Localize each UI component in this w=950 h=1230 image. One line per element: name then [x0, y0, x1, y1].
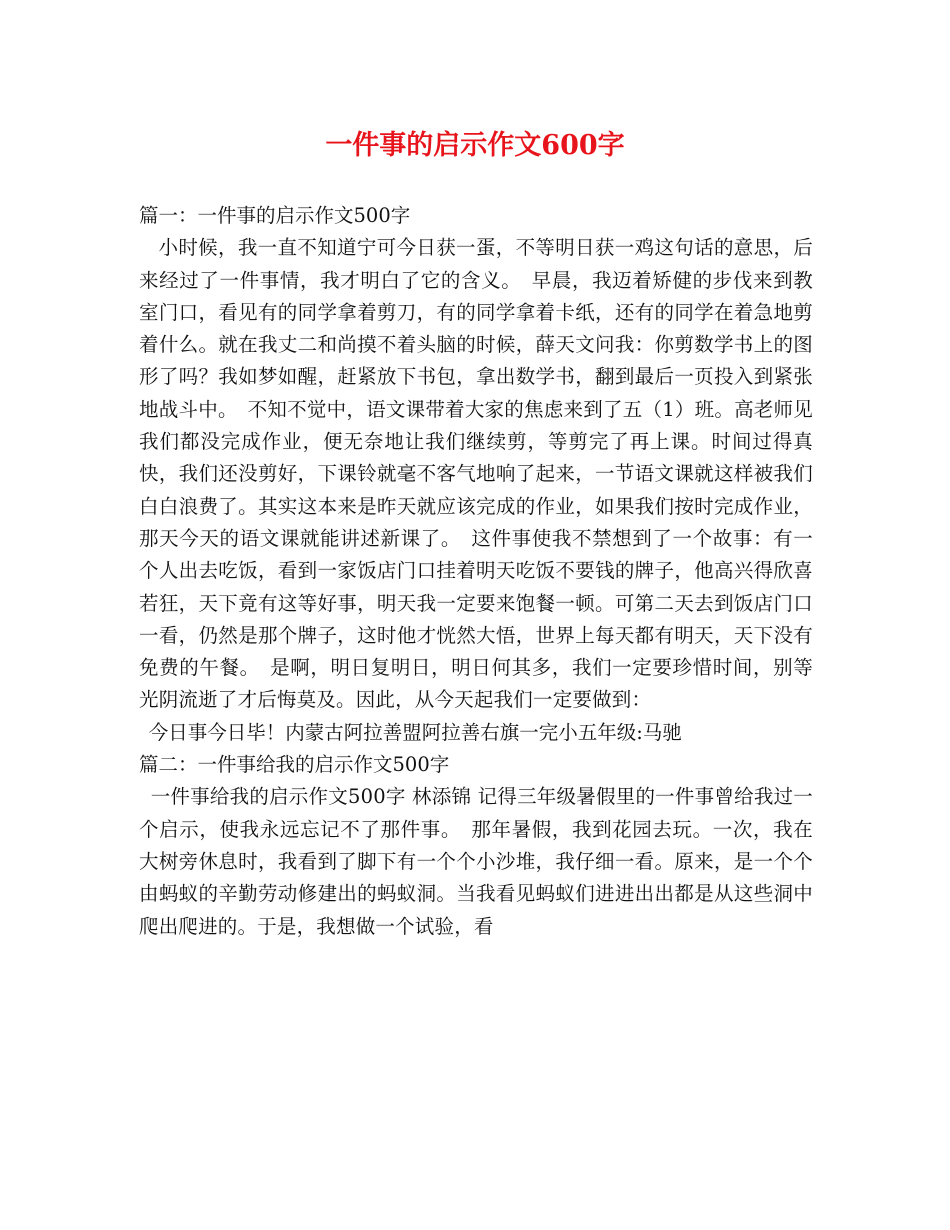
- document-title: 一件事的启示作文600字: [325, 130, 625, 161]
- document-content: [139, 200, 813, 943]
- section-two-heading: 篇二：一件事给我的启示作文500字: [139, 753, 450, 777]
- section-one-body: 小时候，我一直不知道宁可今日获一蛋，不等明日获一鸡这句话的意思，后来经过了一件事情，我才明白了它的含义。 早晨，我迈着矫健的步伐来到教室门口，看见有的同学拿着剪刀，有的同学拿着卡纸，还有的同学在着急地剪着什么。就在我丈二和尚摸不着头脑的时候，薛天文问我：你剪数学书上的图形了吗？我如梦如醒，赶紧放下书包，拿出数学书，翻到最后一页投入到紧张地战斗中。 不知不觉中，语文课带着大家的焦虑来到了五（1）班。高老师见我们都没完成作业，便无奈地让我们继续剪，等剪完了再上课。时间过得真快，我们还没剪好，下课铃就毫不客气地响了起来，一节语文课就这样被我们白白浪费了。其实这本来是昨天就应该完成的作业，如果我们按时完成作业，那天今天的语文课就能讲述新课了。 这件事使我不禁想到了一个故事：有一个人出去吃饭，看到一家饭店门口挂着明天吃饭不要钱的牌子，他高兴得欣喜若狂，天下竟有这等好事，明天我一定要来饱餐一顿。可第二天去到饭店门口一看，仍然是那个牌子，这时他才恍然大悟，世界上每天都有明天，天下没有免费的午餐。 是啊，明日复明日，明日何其多，我们一定要珍惜时间，别等光阴流逝了才后悔莫及。因此，从今天起我们一定要做到：: [139, 236, 813, 712]
- section-two-body: 一件事给我的启示作文500字 林添锦 记得三年级暑假里的一件事曾给我过一个启示，使我永远忘记不了那件事。 那年暑假，我到花园去玩。一次，我在大树旁休息时，我看到了脚下有一个个小沙堆，我仔细一看。原来，是一个个由蚂蚁的辛勤劳动修建出的蚂蚁洞。当我看见蚂蚁们进进出出都是从这些洞中爬出爬进的。于是，我想做一个试验，看: [139, 785, 813, 938]
- section-one-closing: 今日事今日毕！内蒙古阿拉善盟阿拉善右旗一完小五年级:马驰: [148, 720, 682, 744]
- section-one-heading: 篇一：一件事的启示作文500字: [139, 204, 411, 227]
